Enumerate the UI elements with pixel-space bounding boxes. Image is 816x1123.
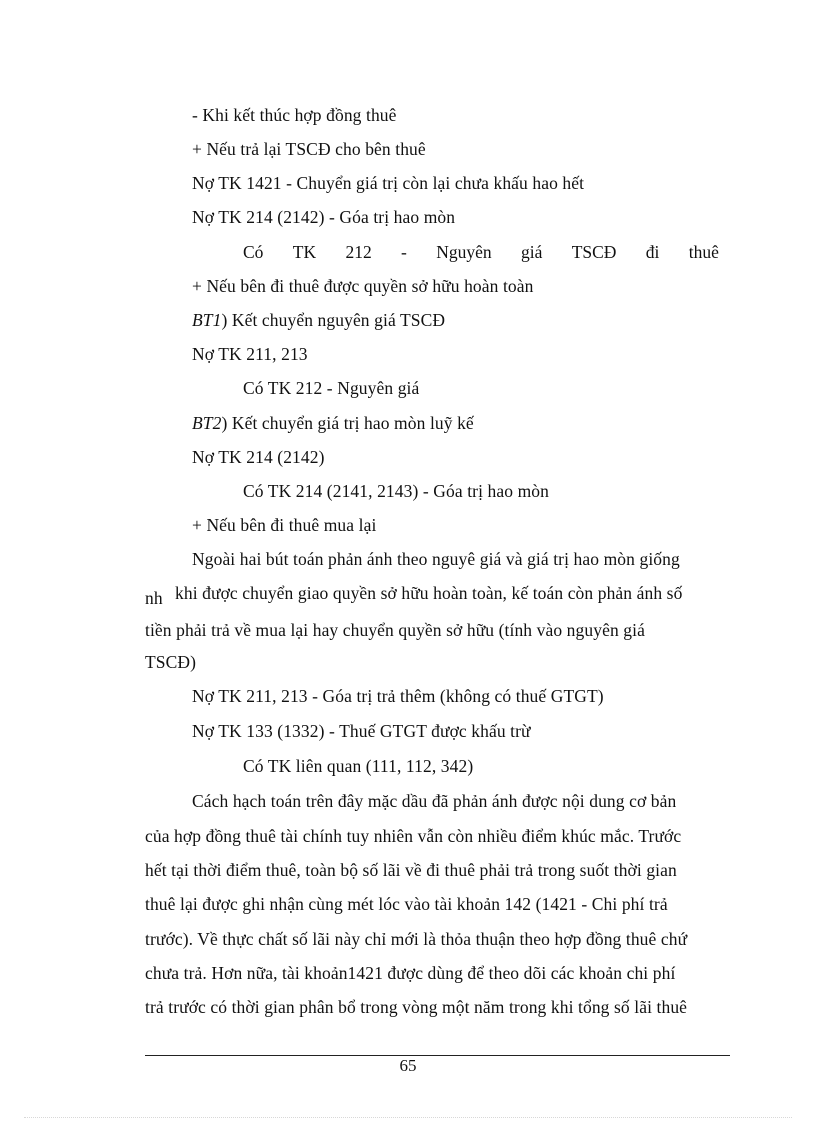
- paragraph-line: của hợp đồng thuê tài chính tuy nhiên vẫn còn nhiều điểm khúc mắc. Trước: [145, 826, 682, 846]
- entry-label: BT2: [192, 413, 222, 433]
- text-line: Nợ TK 214 (2142) - Góa trị hao mòn: [192, 207, 456, 227]
- text-line: Có TK 212 - Nguyên giá: [243, 378, 420, 398]
- word: TSCĐ: [571, 242, 617, 262]
- justified-entry-line: [243, 242, 719, 262]
- word: Nguyên: [436, 242, 492, 262]
- paragraph-line-prefix: nh: [145, 588, 163, 608]
- paragraph-line: chưa trả. Hơn nữa, tài khoản1421 được dùng để theo dõi các khoản chi phí: [145, 963, 676, 983]
- entry-text: ) Kết chuyển giá trị hao mòn luỹ kế: [221, 413, 474, 433]
- word: -: [401, 242, 407, 262]
- paragraph-line: Cách hạch toán trên đây mặc dầu đã phản ánh được nội dung cơ bản: [192, 791, 677, 811]
- entry-text: ) Kết chuyển nguyên giá TSCĐ: [221, 310, 446, 330]
- paragraph-line: TSCĐ): [145, 652, 197, 672]
- word: Có: [243, 242, 264, 262]
- word: đi: [645, 242, 660, 262]
- paragraph-line: hết tại thời điểm thuê, toàn bộ số lãi về đi thuê phải trả trong suốt thời gian: [145, 860, 677, 880]
- text-line: Có TK liên quan (111, 112, 342): [243, 756, 474, 776]
- word: thuê: [688, 242, 719, 262]
- text-line: [192, 310, 445, 330]
- word: TK: [292, 242, 317, 262]
- paragraph-line: trả trước có thời gian phân bổ trong vòng một năm trong khi tổng số lãi thuê: [145, 997, 688, 1017]
- paragraph-line: Ngoài hai bút toán phản ánh theo nguyê giá và giá trị hao mòn giống: [192, 549, 680, 569]
- word: giá: [520, 242, 543, 262]
- text-line: Nợ TK 1421 - Chuyển giá trị còn lại chưa khấu hao hết: [192, 173, 585, 193]
- paragraph-line: khi được chuyển giao quyền sở hữu hoàn toàn, kế toán còn phản ánh số: [175, 583, 683, 603]
- page-number: 65: [399, 1056, 417, 1075]
- page-edge-dotted-line: [24, 1117, 792, 1118]
- entry-label: BT1: [192, 310, 222, 330]
- text-line: + Nếu bên đi thuê được quyền sở hữu hoàn toàn: [192, 276, 534, 296]
- text-line: Có TK 214 (2141, 2143) - Góa trị hao mòn: [243, 481, 550, 501]
- word: 212: [345, 242, 372, 262]
- text-line: Nợ TK 211, 213: [192, 344, 308, 364]
- text-line: - Khi kết thúc hợp đồng thuê: [192, 105, 397, 125]
- paragraph-line: trước). Về thực chất số lãi này chỉ mới là thỏa thuận theo hợp đồng thuê chứ: [145, 929, 688, 949]
- paragraph-line: thuê lại được ghi nhận cùng mét lóc vào tài khoản 142 (1421 - Chi phí trả: [145, 894, 668, 914]
- paragraph-line: tiền phải trả về mua lại hay chuyển quyền sở hữu (tính vào nguyên giá: [145, 620, 645, 640]
- text-line: [192, 413, 474, 433]
- text-line: + Nếu bên đi thuê mua lại: [192, 515, 377, 535]
- text-line: Nợ TK 211, 213 - Góa trị trả thêm (không có thuế GTGT): [192, 686, 604, 706]
- text-line: Nợ TK 214 (2142): [192, 447, 325, 467]
- text-line: Nợ TK 133 (1332) - Thuế GTGT được khấu trừ: [192, 721, 531, 741]
- text-line: + Nếu trả lại TSCĐ cho bên thuê: [192, 139, 426, 159]
